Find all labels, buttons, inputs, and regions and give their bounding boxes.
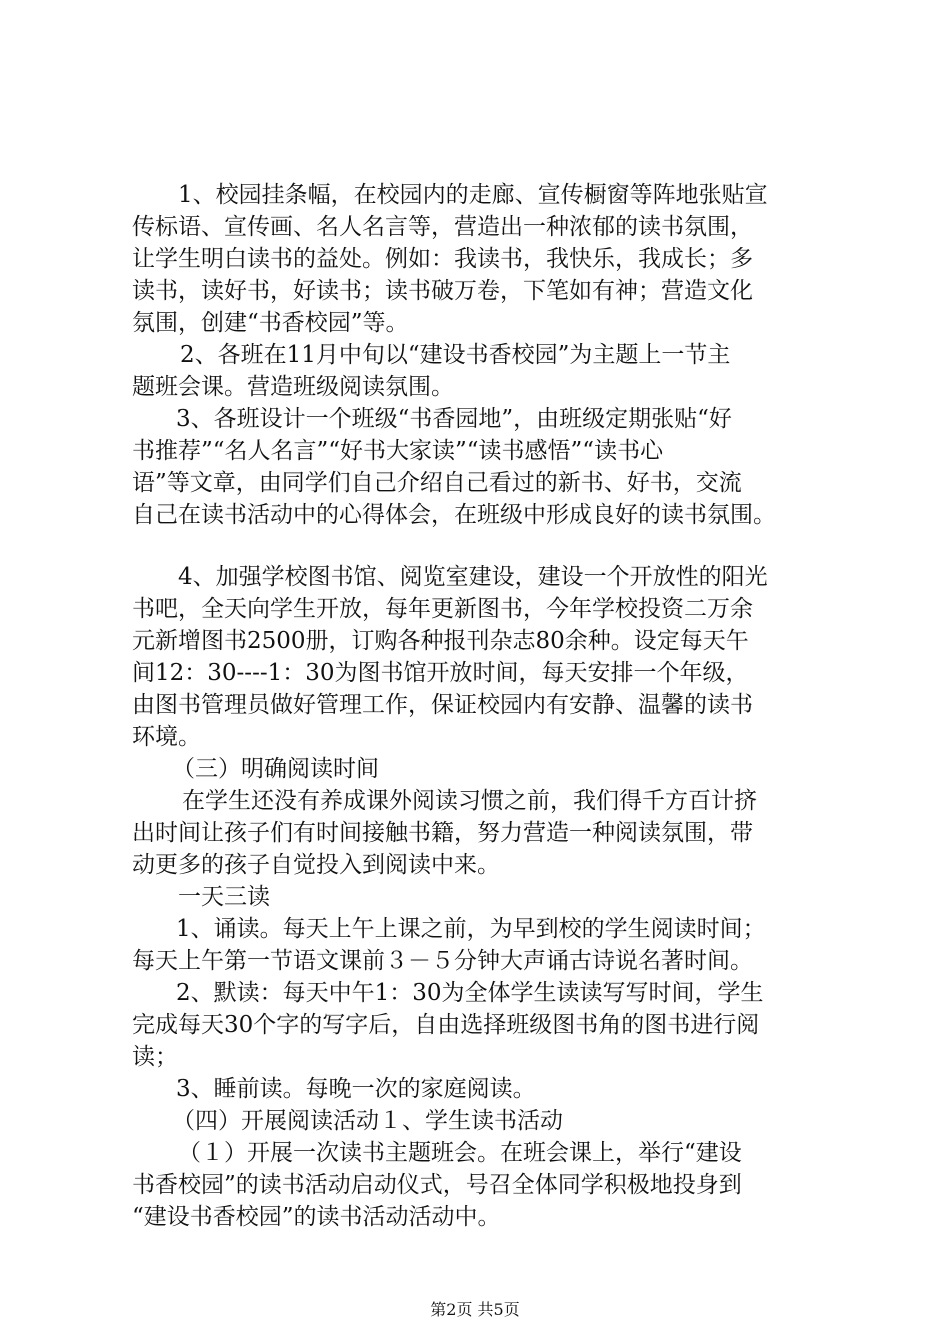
text-line: 1、诵读。每天上午上课之前，为早到校的学生阅读时间；	[176, 916, 766, 942]
text-line: 读；	[132, 1044, 178, 1070]
text-line: 书吧，全天向学生开放，每年更新图书，今年学校投资二万余	[132, 596, 753, 622]
text-line: 氛围，创建“书香校园”等。	[132, 310, 409, 336]
text-line: 元新增图书2500册，订购各种报刊杂志80余种。设定每天午	[132, 628, 749, 654]
text-line: （１）开展一次读书主题班会。在班会课上，举行“建设	[178, 1140, 742, 1166]
text-line: “建设书香校园”的读书活动活动中。	[132, 1204, 501, 1230]
text-line: 环境。	[132, 724, 201, 750]
text-line: 3、睡前读。每晚一次的家庭阅读。	[176, 1076, 536, 1102]
text-line: 一天三读	[178, 884, 270, 910]
text-line: 在学生还没有养成课外阅读习惯之前，我们得千方百计挤	[182, 788, 757, 814]
text-line: 由图书管理员做好管理工作，保证校园内有安静、温馨的读书	[132, 692, 753, 718]
text-line: 2、各班在11月中旬以“建设书香校园”为主题上一节主	[180, 342, 731, 368]
text-line: 1、校园挂条幅，在校园内的走廊、宣传橱窗等阵地张贴宣	[178, 182, 768, 208]
text-line: 动更多的孩子自觉投入到阅读中来。	[132, 852, 500, 878]
section-heading: （四）开展阅读活动１、学生读书活动	[172, 1108, 563, 1134]
text-line: 3、各班设计一个班级“书香园地”，由班级定期张贴“好	[176, 406, 732, 432]
text-line: 每天上午第一节语文课前３－５分钟大声诵古诗说名著时间。	[132, 948, 753, 974]
text-line: 传标语、宣传画、名人名言等，营造出一种浓郁的读书氛围，	[132, 214, 753, 240]
text-line: 4、加强学校图书馆、阅览室建设，建设一个开放性的阳光	[178, 564, 768, 590]
text-line: 书推荐”“名人名言”“好书大家读”“读书感悟”“读书心	[132, 438, 664, 464]
text-line: 让学生明白读书的益处。例如：我读书，我快乐，我成长；多	[132, 246, 753, 272]
text-line: 读书，读好书，好读书；读书破万卷，下笔如有神；营造文化	[132, 278, 753, 304]
section-heading: （三）明确阅读时间	[172, 756, 379, 782]
text-line: 2、默读：每天中午1：30为全体学生读读写写时间，学生	[176, 980, 764, 1006]
text-line: 间12：30----1：30为图书馆开放时间，每天安排一个年级，	[132, 660, 749, 686]
text-line: 完成每天30个字的写字后，自由选择班级图书角的图书进行阅	[132, 1012, 760, 1038]
text-line: 自己在读书活动中的心得体会，在班级中形成良好的读书氛围。	[132, 502, 776, 528]
text-line: 书香校园”的读书活动启动仪式，号召全体同学积极地投身到	[132, 1172, 742, 1198]
text-line: 出时间让孩子们有时间接触书籍，努力营造一种阅读氛围，带	[132, 820, 753, 846]
text-line: 题班会课。营造班级阅读氛围。	[132, 374, 454, 400]
text-line: 语”等文章，由同学们自己介绍自己看过的新书、好书，交流	[132, 470, 742, 496]
page-number: 第2页 共5页	[430, 1300, 520, 1319]
